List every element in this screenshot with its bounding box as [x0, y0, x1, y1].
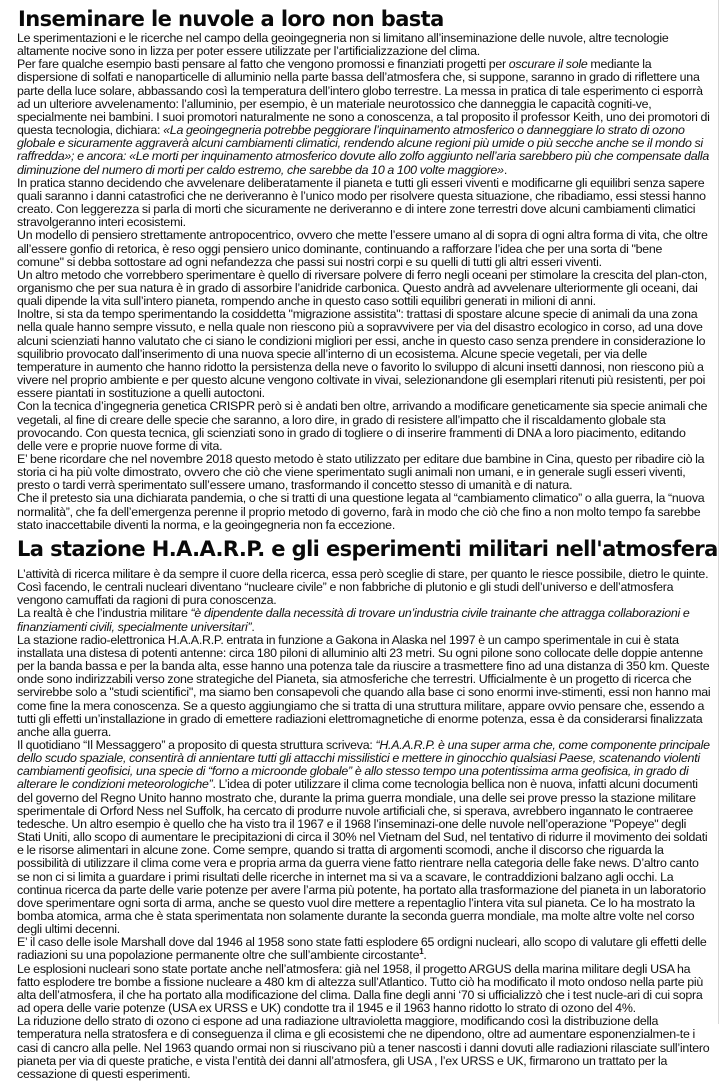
paragraph: [17, 607, 711, 633]
text-run: .: [423, 948, 427, 963]
footnote-marker[interactable]: 1: [419, 947, 424, 957]
section-body-haarp: [17, 568, 711, 1081]
paragraph: [17, 936, 711, 962]
paragraph: [17, 739, 711, 936]
page-edge-divider: [718, 0, 719, 1024]
text-run: mediante la dispersione di solfati e nanoparticelle di alluminio nella parte bassa dell’atmosfera che, si suppone, saranno in grado di riflettere una parte della luce solare, abbassando così la temperatura dell’intero globo terrestre. La messa in pratica di tale esperimento ci esporrà ad un ulteriore avvelenamento: l’alluminio, per esempio, è un materiale neurotossico che danneggia le capacità cogniti-ve, specialmente nei bambini. I suoi promotori naturalmente ne sono a conoscenza, a tal proposito il professor Keith, uno dei promotori di questa tecnologia, dichiara:: [17, 57, 710, 138]
emphasis-text: oscurare il sole: [508, 57, 588, 72]
text-run: . L’idea di poter utilizzare il clima come tecnologia bellica non è nuova, infatti alcuni documenti del governo del Regno Unito hanno mostrato che, durante la prima guerra mondiale, una delle sei prove presso la stazione militare sperimentale di Orford Ness nel Suffolk, ha cercato di produrre nuvole artificiali che, si sperava, avrebbero ingannato le contraeree tedesche. Un altro esempio è quello che ha visto tra il 1967 e il 1968 l’inseminazi-one delle nuvole nell’operazione "Popeye" degli Stati Uniti, allo scopo di aumentare le precipitazioni di circa il 30% nel Vietnam del Sud, nel tentativo di ridurre il movimento dei soldati e le risorse alimentari in alcune zone. Come sempre, quando si tratta di argomenti scomodi, anche il discorso che riguarda la possibilità di utilizzare il clima come vera e propria arma da guerra viene fatto rientrare nella categoria delle fake news. D’altro canto se non ci si limita a guardare i primi risultati delle ricerche in internet ma si va a scavare, le contraddizioni balzano agli occhi. La continua ricerca da parte delle varie potenze per avere l’arma più potente, ha portato alla trasformazione del pianeta in un laboratorio dove sperimentare ogni sorta di arma, anche se questo vuol dire mettere a repentaglio l’intera vita sul pianeta. Ce lo ha mostrato la bomba atomica, arma che è stata sperimentata non solamente durante la seconda guerra mondiale, ma molte altre volte nel corso degli ultimi decenni.: [17, 777, 708, 937]
paragraph: Un modello di pensiero strettamente antropocentrico, ovvero che mette l’essere umano al di sopra di ogni altra forma di vita, che oltre all’essere gonfio di retorica, è reso oggi pensiero unico dominante, continuando a rafforzare l’idea che per una sorta di "bene comune" si debba sottostare ad ogni nefandezza che passi sui nostri corpi e su quelli di tutti gli altri esseri viventi.: [17, 228, 708, 269]
paragraph: Con la tecnica d’ingegneria genetica CRISPR però si è andati ben oltre, arrivando a modificare geneticamente sia specie animali che vegetali, al fine di creare delle specie che saranno, a loro dire, in grado di resistere all’impatto che il riscaldamento globale sta provocando. Con questa tecnica, gli scienziati sono in grado di togliere o di inserire frammenti di DNA a loro piacimento, editando delle vere e proprie nuove forme di vita.: [17, 399, 708, 453]
paragraph: [17, 58, 711, 176]
section-body-cloud-seeding: [17, 32, 711, 532]
paragraph: Un altro metodo che vorrebbero sperimentare è quello di riversare polvere di ferro negli oceani per stimolare la crescita del plan-cton, organismo che per sua natura è in grado di assorbire l’anidride carbonica. Questo andrà ad avvelenare ulteriormente gli oceani, dai quali dipende la vita sull’intero pianeta, rompendo anche in questo caso sottili equilibri generati in milioni di anni.: [17, 267, 708, 309]
paragraph: La riduzione dello strato di ozono ci espone ad una radiazione ultravioletta maggiore, modificando così la distribuzione della temperatura nella stratosfera e di conseguenza il clima e gli ecosistemi che ne dipendono, oltre ad aumentare esponenzialmen-te i casi di cancro alla pelle. Nel 1963 quando ormai non si riuscivano più a tener nascosti i danni dovuti alle radiazioni rilasciate sull’intero pianeta per via di queste pratiche, e vista l’entità dei danni all’atmosfera, gli USA , l’ex URSS e UK, firmarono un trattato per la cessazione di questi esperimenti.: [17, 1014, 710, 1081]
text-run: Il quotidiano “Il Messaggero” a proposito di questa struttura scriveva:: [17, 737, 376, 752]
quotation: “è dipendente dalla necessità di trovare un’industria civile trainante che attragga collaborazioni e finanziamenti civili, specialmente universitari”: [17, 606, 690, 634]
paragraph: L’attività di ricerca militare è da sempre il cuore della ricerca, essa però sceglie di stare, per quanto le riesce possibile, dietro le quinte. Così facendo, le centrali nucleari diventano “nucleare civile” e non fabbriche di plutonio e gli studi dell’universo e dell’atmosfera vengono camuffati da ragioni di pura conoscenza.: [17, 566, 709, 608]
article-column: [17, 6, 718, 1081]
paragraph: E’ bene ricordare che nel novembre 2018 questo metodo è stato utilizzato per editare due bambine in Cina, questo per ribadire ciò la storia ci ha più volte dimostrato, ovvero che ciò che viene sperimentato sugli animali non umani, e in generale sugli esseri viventi, presto o tardi verrà sperimentato sull’essere umano, trasformando il concetto stesso di umanità e di natura.: [17, 452, 705, 493]
quotation: «La geoingegneria potrebbe peggiorare l’inquinamento atmosferico o danneggiare lo strato di ozono globale e sicuramente aggraverà alcuni cambiamenti climatici, rendendo alcune regioni più umide o più secche anche se il mondo si raffredda»; e ancora: «Le morti per inquinamento atmosferico dovute allo zolfo aggiunto nell’aria sarebbero più che compensate dalla diminuzione del numero di morti per caldo estremo, che sarebbe da 10 a 100 volte maggiore»: [17, 123, 710, 177]
text-run: E’ il caso delle isole Marshall dove dal 1946 al 1958 sono state fatti esplodere 65 ordigni nucleari, allo scopo di valutare gli effetti delle radiazioni su una popolazione permanente oltre che sull’ambiente circostante: [17, 935, 707, 963]
text-run: .: [251, 619, 255, 634]
paragraph: Che il pretesto sia una dichiarata pandemia, o che si tratti di una questione legata al “cambiamento climatico” o alla guerra, la “nuova normalità”, che fa dell’emergenza perenne il proprio metodo di governo, farà in modo che ciò che fino a non molto tempo fa sarebbe stato inaccettabile diventi la norma, e la geoingegneria non fa eccezione.: [17, 491, 705, 532]
quotation: “H.A.A.R.P. è una super arma che, come componente principale dello scudo spaziale, consentirà di annientare tutti gli attacchi missilistici e mettere in ginocchio qualsiasi Paese, scatenando violenti cambiamenti geofisici, una specie di “forno a microonde globale” è allo stesso tempo una potentissima arma geofisica, in grado di alterare le condizioni meteorologiche”: [17, 737, 710, 792]
paragraph: Le sperimentazioni e le ricerche nel campo della geoingegneria non si limitano all’inseminazione delle nuvole, altre tecnologie altamente nocive sono in lizza per poter essere utilizzate per l’artificializzazione del clima.: [17, 31, 669, 59]
paragraph: Inoltre, si sta da tempo sperimentando la cosiddetta "migrazione assistita": trattasi di spostare alcune specie di animali da una zona nella quale hanno sempre vissuto, e nella quale non riescono più a sopravvivere per via del disastro ecologico in corso, ad una dove alcuni scienziati hanno valutato che ci siano le condizioni migliori per essi, anche in questo caso senza prendere in considerazione lo squilibrio provocato dall’inserimento di una nuova specie all’interno di un ecosistema. Alcune specie vegetali, per via delle temperature in aumento che hanno ridotto la persistenza della neve o favorito lo sviluppo di alcuni insetti dannosi, non riescono più a vivere nel proprio ambiente e per questo alcune vengono coltivate in vivai, selezionandone gli esemplari ritenuti più resistenti, per poi essere piantati in sostituzione a quelli autoctoni.: [17, 307, 706, 401]
section-heading-cloud-seeding: Inseminare le nuvole a loro non basta: [18, 7, 444, 31]
section-heading-haarp: La stazione H.A.A.R.P. e gli esperimenti militari nell'atmosfera: [17, 536, 718, 561]
text-run: La realtà è che l’industria militare: [17, 606, 191, 621]
paragraph: In pratica stanno decidendo che avvelenare deliberatamente il pianeta e tutti gli esseri viventi e modificarne gli equilibri senza sapere quali saranno i danni catastrofici che ne deriveranno è l’unico modo per risolvere questa situazione, che ribadiamo, essi stessi hanno creato. Con leggerezza si parla di morti che sicuramente ne deriveranno e di intere zone terrestri dove alcuni cambiamenti climatici stravolgeranno interi ecosistemi.: [17, 175, 706, 230]
text-run: .: [503, 162, 508, 177]
text-run: Per fare qualche esempio basti pensare al fatto che vengono promossi e finanziati progetti per: [17, 57, 509, 72]
paragraph: Le esplosioni nucleari sono state portate anche nell’atmosfera: già nel 1958, il progetto ARGUS della marina militare degli USA ha fatto esplodere tre bombe a fissione nucleare a 480 km di altezza sull’Atlantico. Tutto ciò ha modificato il moto ondoso nella parte più alta dell’atmosfera, il che ha portato alla modificazione del clima. Dalla fine degli anni ‘70 si ufficializzò che i test nucle-ari di cui sopra ad opera delle varie potenze (USA ex URSS e UK) condotte tra il 1945 e il 1963 hanno ridotto lo strato di ozono del 4%.: [17, 961, 704, 1016]
paragraph: La stazione radio-elettronica H.A.A.R.P. entrata in funzione a Gakona in Alaska nel 1997 è un campo sperimentale in cui è stata installata una distesa di potenti antenne: circa 180 piloni di alluminio alti 23 metri. Su ogni pilone sono collocate delle doppie antenne per la banda bassa e per la banda alta, esse hanno una potenza tale da riuscire a trasmettere fino ad una distanza di 350 km. Queste onde sono indirizzabili verso zone strategiche del Pianeta, sia atmosferiche che terrestri. Ufficialmente è un progetto di ricerca che servirebbe solo a "studi scientifici", ma siamo ben consapevoli che quando alla base ci sono enormi inve-stimenti, essi non hanno mai come fine la mera conoscenza. Se a questo aggiungiamo che si tratta di una struttura militare, appare ovvio pensare che, essendo a tutti gli effetti un’installazione in grado di emettere radiazioni elettromagnetiche di enorme potenza, essa è da considerarsi finalizzata anche alla guerra.: [17, 632, 711, 739]
